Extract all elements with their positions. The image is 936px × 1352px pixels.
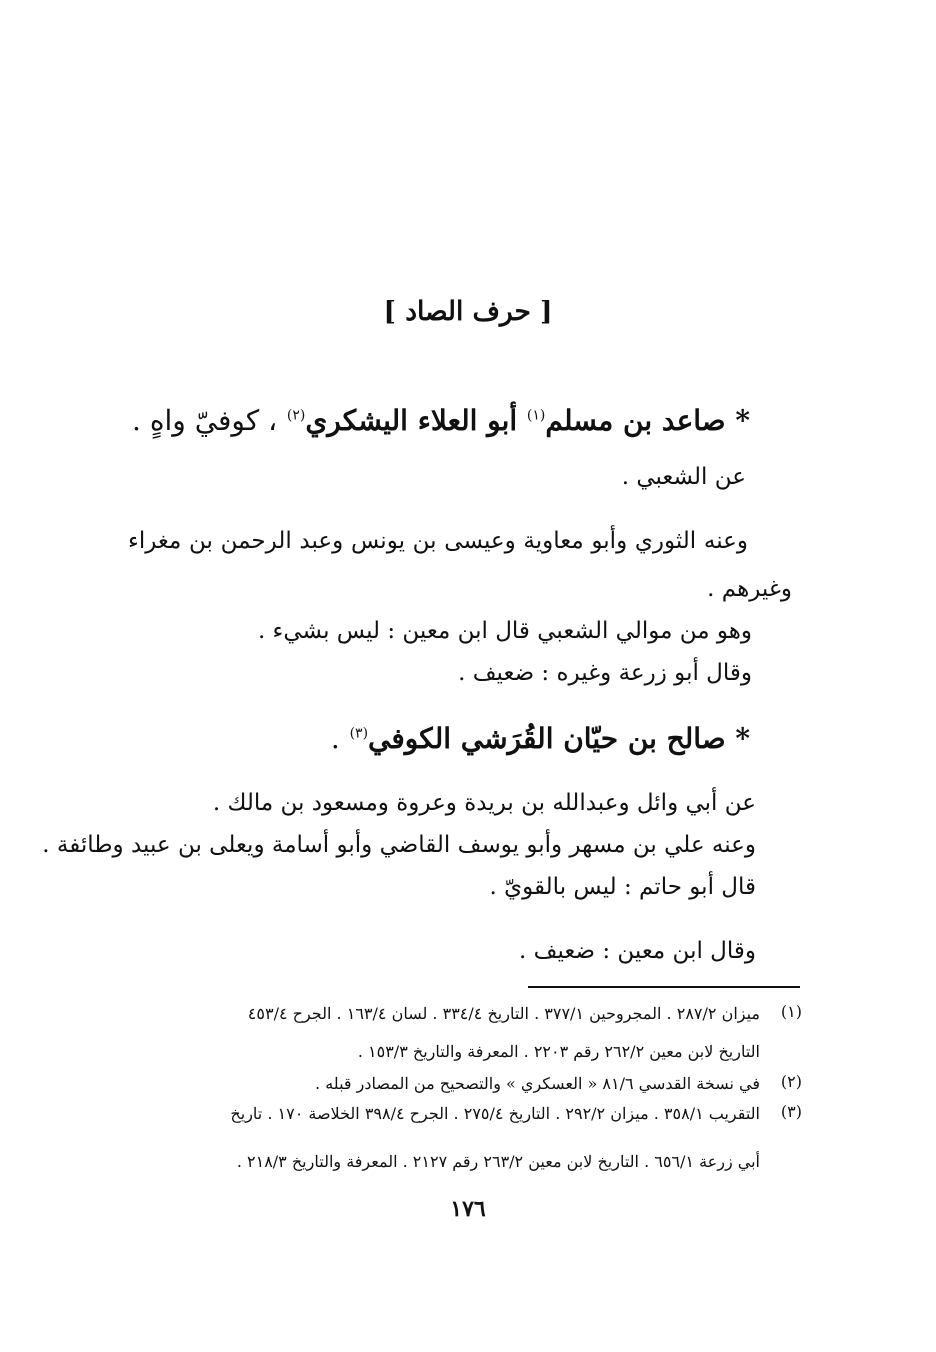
entry-1-line: وعنه الثوري وأبو معاوية وعيسى بن يونس وعبد الرحمن بن مغراء: [128, 528, 748, 554]
footnote-divider: [528, 986, 800, 988]
entry-name: صالح بن حيّان القُرَشي الكوفي: [368, 722, 726, 755]
section-heading: [ حرف الصاد ]: [383, 296, 553, 327]
entry-2-heading: [331, 722, 750, 755]
footnote-number: (٢): [780, 1072, 802, 1091]
entry-2-line: عن أبي وائل وعبدالله بن بريدة وعروة ومسعود بن مالك .: [212, 790, 756, 816]
footnote-ref: (٢): [286, 407, 306, 424]
entry-1-line: وقال أبو زرعة وغيره : ضعيف .: [458, 660, 752, 686]
entry-kunya: أبو العلاء اليشكري: [305, 404, 518, 437]
entry-bullet: *: [735, 722, 750, 755]
entry-name: صاعد بن مسلم: [545, 404, 726, 437]
footnote-number: (١): [780, 1002, 802, 1021]
entry-2-line: وقال ابن معين : ضعيف .: [519, 938, 756, 964]
footnote-number: (٣): [780, 1102, 802, 1121]
entry-1-line: عن الشعبي .: [621, 464, 746, 490]
footnote-line: أبي زرعة ٦٥٦/١ . التاريخ لابن معين ٢٦٣/٢ رقم ٢١٢٧ . المعرفة والتاريخ ٢١٨/٣ .: [236, 1152, 760, 1171]
entry-end-mark: .: [330, 722, 340, 755]
footnote-line: في نسخة القدسي ٨١/٦ « العسكري » والتصحيح من المصادر قبله .: [315, 1074, 760, 1093]
footnote-line: ميزان ٢٨٧/٢ . المجروحين ٣٧٧/١ . التاريخ ٣٣٤/٤ . لسان ١٦٣/٤ . الجرح ٤٥٣/٤: [247, 1004, 760, 1023]
entry-2-line: قال أبو حاتم : ليس بالقويّ .: [489, 874, 756, 900]
entry-bullet: *: [735, 404, 750, 437]
entry-1-line: وهو من موالي الشعبي قال ابن معين : ليس بشيء .: [257, 618, 752, 644]
footnote-line: التقريب ٣٥٨/١ . ميزان ٢٩٢/٢ . التاريخ ٢٧٥/٤ . الجرح ٣٩٨/٤ الخلاصة ١٧٠ . تاريخ: [230, 1104, 760, 1123]
footnote-ref: (٣): [349, 725, 369, 742]
entry-1-line: وغيرهم .: [707, 576, 792, 602]
entry-1-heading: [132, 404, 750, 437]
entry-2-line: وعنه علي بن مسهر وأبو يوسف القاضي وأبو أسامة ويعلى بن عبيد وطائفة .: [42, 832, 756, 858]
footnote-ref: (١): [526, 407, 546, 424]
entry-verdict: ، كوفيّ واهٍ .: [132, 404, 278, 437]
footnote-line: التاريخ لابن معين ٢٦٢/٢ رقم ٢٢٠٣ . المعرفة والتاريخ ١٥٣/٣ .: [357, 1042, 760, 1061]
page-number: ١٧٦: [450, 1196, 486, 1222]
